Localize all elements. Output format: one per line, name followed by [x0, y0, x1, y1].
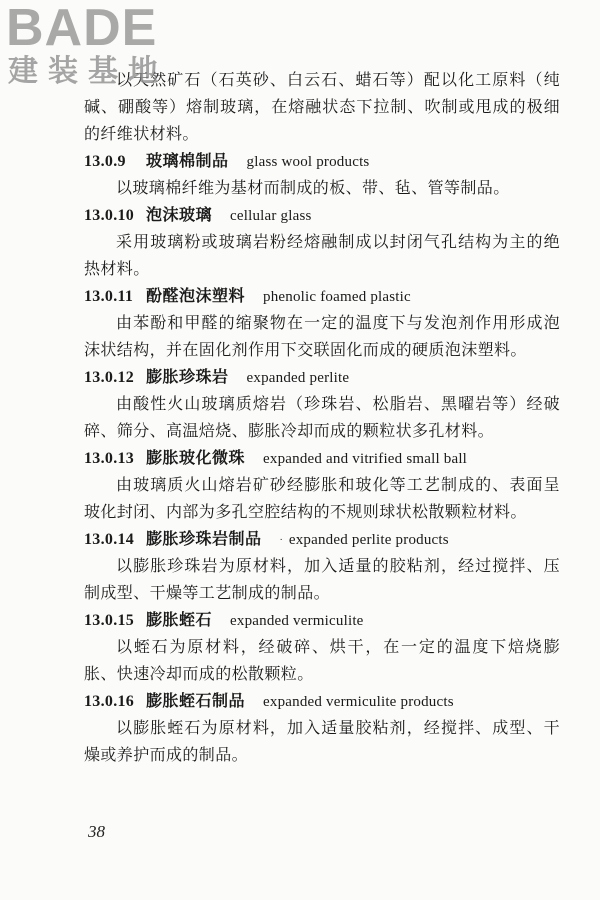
watermark-latin-text: BADE — [6, 0, 158, 57]
paragraph-line: 的纤维状材料。 — [84, 124, 199, 143]
definition-line: 热材料。 — [84, 259, 150, 278]
term-chinese: 膨胀玻化微珠 — [146, 448, 246, 467]
term-heading — [84, 606, 560, 633]
term-chinese: 膨胀蛭石 — [146, 610, 213, 629]
definition-line: 胀、快速冷却而成的松散颗粒。 — [84, 664, 314, 683]
definition-line: 制成型、干燥等工艺制成的制品。 — [84, 583, 331, 602]
definition-line: 由玻璃质火山熔岩矿砂经膨胀和玻化等工艺制成的、表面呈 — [116, 475, 560, 494]
term-number: 13.0.16 — [84, 693, 135, 710]
definition-line: 采用玻璃粉或玻璃岩粉经熔融制成以封闭气孔结构为主的绝 — [116, 232, 560, 251]
term-number: 13.0.12 — [84, 369, 135, 386]
term-english: phenolic foamed plastic — [263, 289, 411, 305]
watermark-cjk-text: 建装基地 — [8, 54, 168, 89]
term-english: cellular glass — [230, 208, 312, 224]
definition-line: 由苯酚和甲醛的缩聚物在一定的温度下与发泡剂作用形成泡 — [116, 313, 560, 332]
term-entry — [84, 687, 560, 768]
term-entry — [84, 363, 560, 444]
term-number: 13.0.9 — [84, 153, 126, 170]
definition-line: 沫状结构，并在固化剂作用下交联固化而成的硬质泡沫塑料。 — [84, 340, 527, 359]
term-heading — [84, 687, 560, 714]
term-entry — [84, 444, 560, 525]
term-heading — [84, 444, 560, 471]
term-heading — [84, 363, 560, 390]
term-english: expanded vermiculite products — [263, 694, 454, 710]
term-heading — [84, 282, 560, 309]
term-chinese: 膨胀珍珠岩 — [146, 367, 229, 386]
term-english: glass wool products — [246, 154, 370, 170]
term-number: 13.0.10 — [84, 207, 135, 224]
term-number: 13.0.13 — [84, 450, 135, 467]
term-heading — [84, 147, 560, 174]
term-entry — [84, 147, 560, 201]
term-entry — [84, 606, 560, 687]
term-heading — [84, 525, 560, 552]
intro-paragraph — [84, 66, 560, 147]
term-english: expanded perlite — [246, 370, 350, 386]
page-number: 38 — [88, 822, 105, 841]
definition-line: 以蛭石为原材料，经破碎、烘干，在一定的温度下焙烧膨 — [116, 637, 560, 656]
term-english: expanded and vitrified small ball — [263, 451, 468, 467]
term-chinese: 膨胀珍珠岩制品 — [146, 529, 262, 548]
term-number: 13.0.14 — [84, 531, 135, 548]
paragraph-line: 以天然矿石（石英砂、白云石、蜡石等）配以化工原料（纯 — [116, 70, 560, 89]
stray-mark: · — [279, 534, 283, 545]
term-number: 13.0.15 — [84, 612, 135, 629]
term-english: expanded vermiculite — [230, 613, 364, 629]
term-chinese: 泡沫玻璃 — [146, 205, 213, 224]
definition-line: 以膨胀蛭石为原材料，加入适量胶粘剂，经搅拌、成型、干 — [116, 718, 560, 737]
definition-line: 由酸性火山玻璃质熔岩（珍珠岩、松脂岩、黑曜岩等）经破 — [116, 394, 560, 413]
paragraph-line: 碱、硼酸等）熔制玻璃，在熔融状态下拉制、吹制或甩成的极细 — [84, 97, 560, 116]
term-entry — [84, 282, 560, 363]
definition-line: 以玻璃棉纤维为基材而制成的板、带、毡、管等制品。 — [116, 178, 510, 197]
term-chinese: 膨胀蛭石制品 — [146, 691, 246, 710]
definition-line: 燥或养护而成的制品。 — [84, 745, 249, 764]
term-chinese: 酚醛泡沫塑料 — [146, 286, 246, 305]
term-heading — [84, 201, 560, 228]
definition-line: 碎、筛分、高温焙烧、膨胀冷却而成的颗粒状多孔材料。 — [84, 421, 495, 440]
document-body — [84, 66, 560, 768]
term-english: expanded perlite products — [288, 532, 449, 548]
term-number: 13.0.11 — [84, 288, 134, 305]
term-entry — [84, 525, 560, 606]
definition-line: 以膨胀珍珠岩为原材料，加入适量的胶粘剂，经过搅拌、压 — [116, 556, 560, 575]
term-entry — [84, 201, 560, 282]
term-chinese: 玻璃棉制品 — [146, 151, 229, 170]
definition-line: 玻化封闭、内部为多孔空腔结构的不规则球状松散颗粒材料。 — [84, 502, 527, 521]
